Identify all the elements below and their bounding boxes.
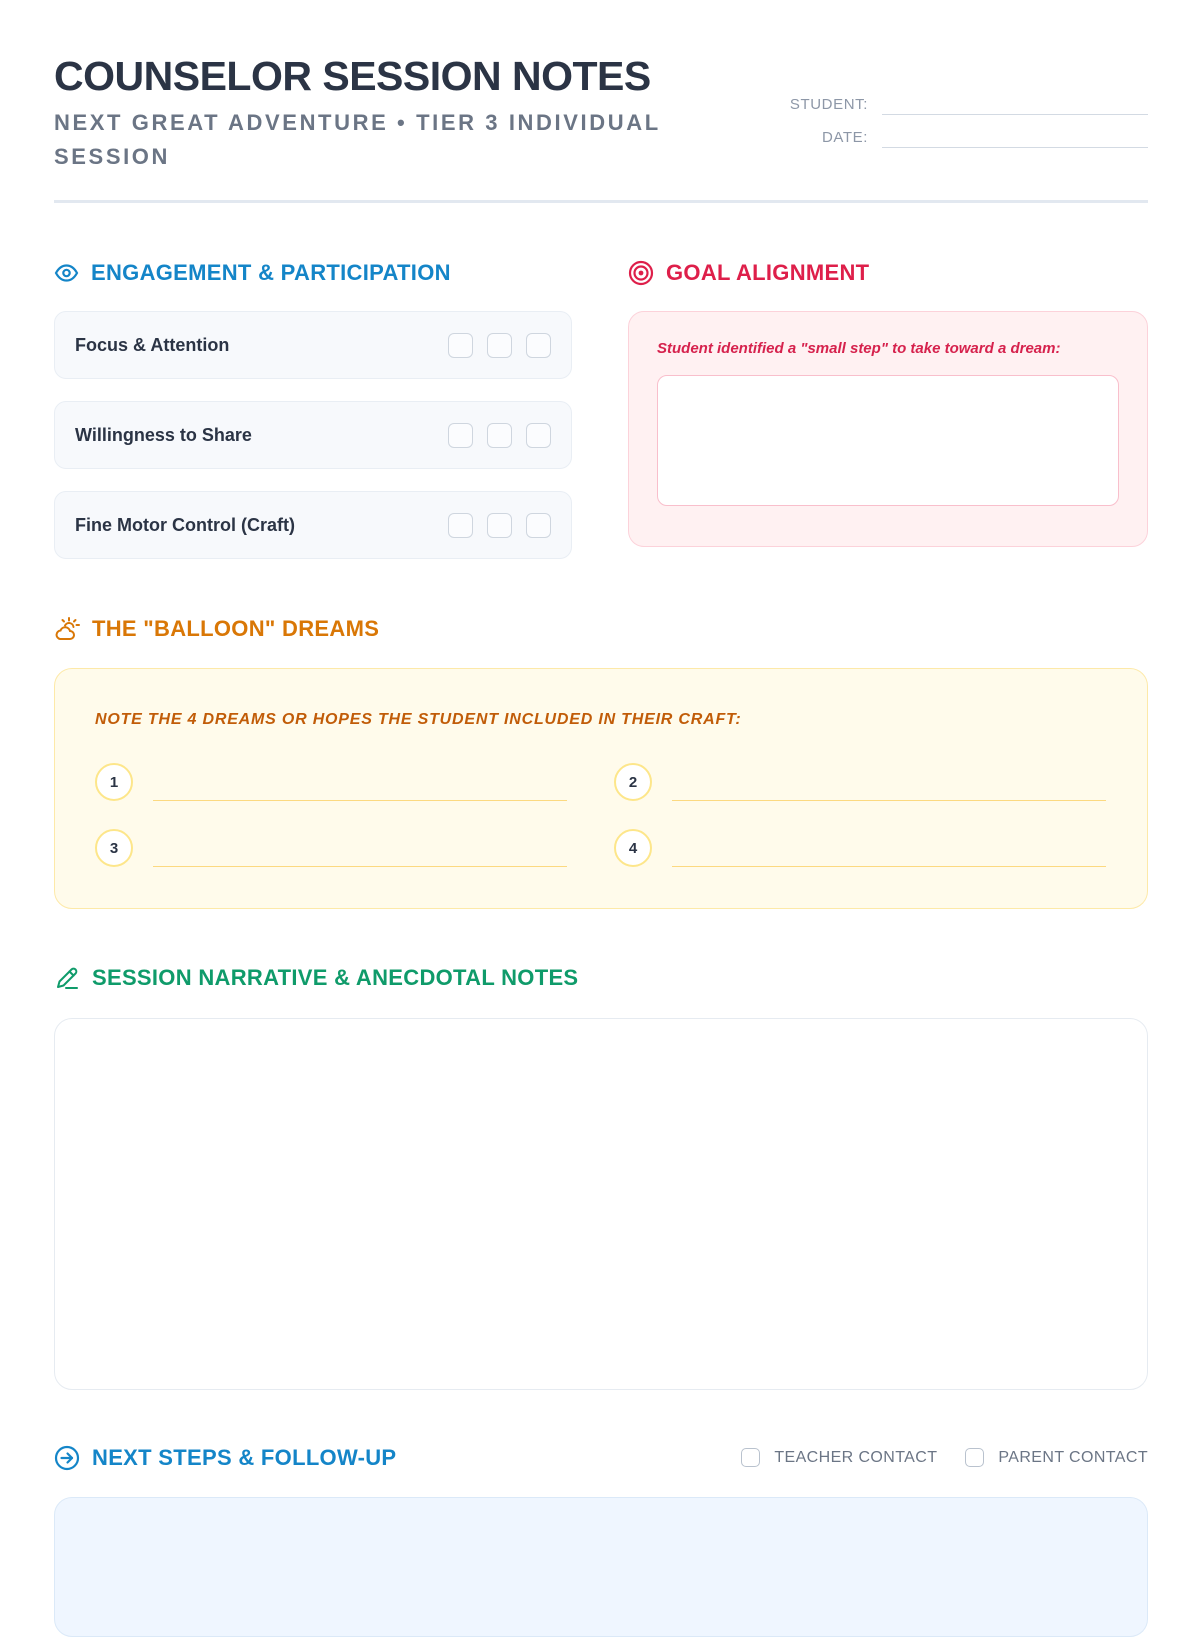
engagement-title: ENGAGEMENT & PARTICIPATION <box>91 260 451 285</box>
page-subtitle: NEXT GREAT ADVENTURE • TIER 3 INDIVIDUAL SESSION <box>54 110 661 169</box>
dream-field[interactable] <box>153 800 567 801</box>
dream-number: 2 <box>614 763 652 801</box>
goal-prompt: Student identified a "small step" to take toward a dream: <box>657 340 1061 357</box>
rating-box-3[interactable] <box>526 333 551 358</box>
student-row <box>778 82 1148 115</box>
header-divider <box>54 200 1148 203</box>
engagement-item-label: Focus & Attention <box>75 334 230 355</box>
dream-entry <box>614 763 1106 803</box>
dreams-card <box>54 668 1148 909</box>
dream-entry <box>95 763 567 803</box>
small-step-field[interactable] <box>657 375 1119 506</box>
parent-contact-checkbox[interactable] <box>965 1448 984 1467</box>
next-steps-heading <box>54 1445 396 1471</box>
arrow-circle-icon <box>54 1445 80 1471</box>
engagement-item-motor <box>54 491 572 559</box>
student-label: STUDENT: <box>789 96 868 113</box>
dream-field[interactable] <box>153 866 567 867</box>
dream-number: 4 <box>614 829 652 867</box>
rating-box-1[interactable] <box>448 513 473 538</box>
date-field[interactable] <box>882 125 1148 148</box>
goal-title: GOAL ALIGNMENT <box>666 260 870 285</box>
next-steps-field[interactable] <box>54 1497 1148 1637</box>
student-field[interactable] <box>882 92 1148 115</box>
teacher-contact-checkbox[interactable] <box>741 1448 760 1467</box>
target-icon <box>628 260 654 286</box>
parent-contact-option[interactable] <box>965 1448 1148 1467</box>
rating-box-1[interactable] <box>448 423 473 448</box>
rating-box-1[interactable] <box>448 333 473 358</box>
dreams-heading <box>54 616 379 642</box>
dream-field[interactable] <box>672 866 1106 867</box>
rating-box-2[interactable] <box>487 513 512 538</box>
engagement-heading <box>54 260 451 286</box>
dream-number: 3 <box>95 829 133 867</box>
eye-icon <box>54 264 79 282</box>
weather-icon <box>54 616 80 642</box>
engagement-item-sharing <box>54 401 572 469</box>
dream-entry <box>95 829 567 869</box>
date-label: DATE: <box>821 129 868 146</box>
narrative-heading <box>54 965 578 991</box>
rating-box-3[interactable] <box>526 513 551 538</box>
teacher-contact-option[interactable] <box>741 1448 937 1467</box>
engagement-item-label: Fine Motor Control (Craft) <box>75 514 295 535</box>
goal-card <box>628 311 1148 547</box>
narrative-title: SESSION NARRATIVE & ANECDOTAL NOTES <box>92 965 579 990</box>
goal-heading <box>628 260 869 286</box>
parent-contact-label: PARENT CONTACT <box>998 1448 1148 1466</box>
page-title: COUNSELOR SESSION NOTES <box>54 53 651 99</box>
engagement-item-focus <box>54 311 572 379</box>
pencil-icon <box>54 965 80 991</box>
contact-checks <box>713 1448 1148 1467</box>
narrative-field[interactable] <box>54 1018 1148 1390</box>
dream-entry <box>614 829 1106 869</box>
next-steps-title: NEXT STEPS & FOLLOW-UP <box>92 1445 397 1470</box>
dream-field[interactable] <box>672 800 1106 801</box>
student-meta <box>778 82 1148 148</box>
rating-box-2[interactable] <box>487 333 512 358</box>
teacher-contact-label: TEACHER CONTACT <box>774 1448 938 1466</box>
dreams-title: THE "BALLOON" DREAMS <box>92 616 380 641</box>
rating-box-3[interactable] <box>526 423 551 448</box>
dreams-prompt: NOTE THE 4 DREAMS OR HOPES THE STUDENT INCLUDED IN THEIR CRAFT: <box>95 711 742 728</box>
session-notes-page <box>54 0 1148 1600</box>
engagement-item-label: Willingness to Share <box>75 424 252 445</box>
dream-number: 1 <box>95 763 133 801</box>
date-row <box>778 115 1148 148</box>
rating-box-2[interactable] <box>487 423 512 448</box>
